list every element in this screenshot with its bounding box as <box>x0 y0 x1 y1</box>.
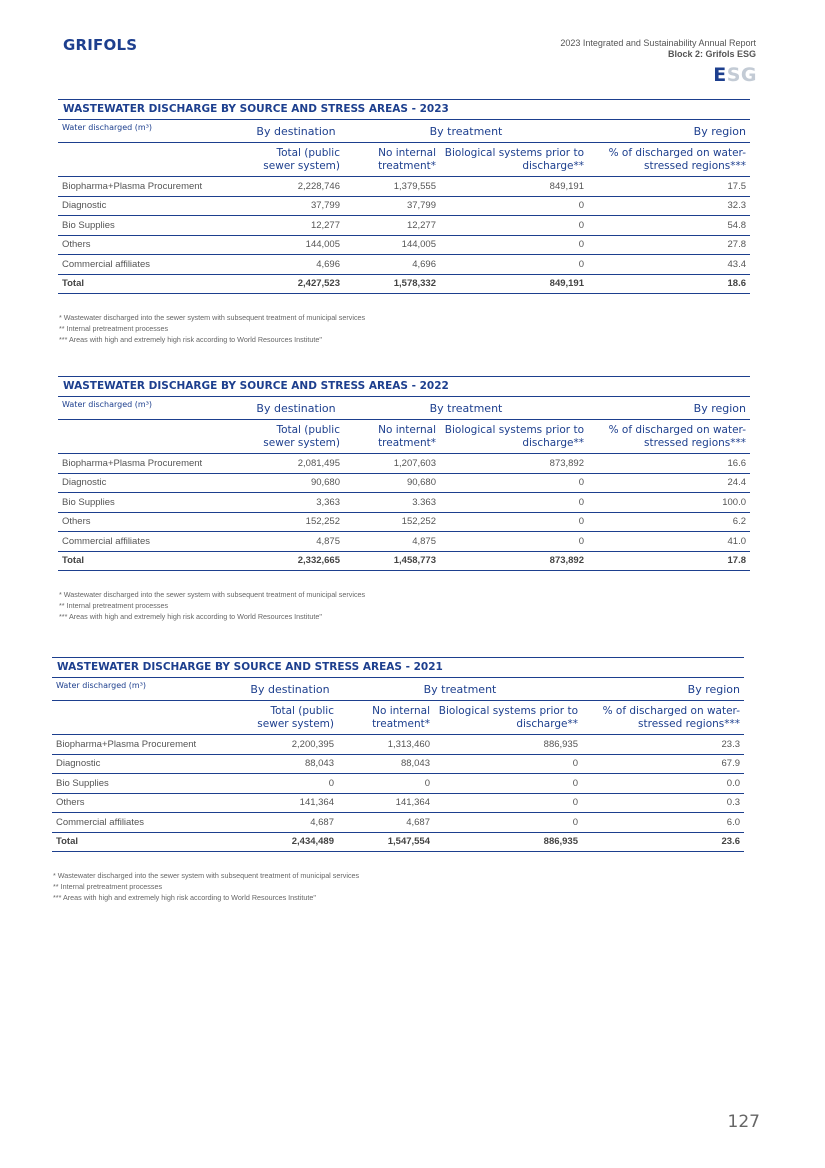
table-row <box>58 512 750 532</box>
table-cell: 3.363 <box>344 493 440 513</box>
table-cell: 0 <box>440 235 588 255</box>
esg-sg: SG <box>726 64 757 86</box>
data-table <box>52 677 744 852</box>
table-cell: 144,005 <box>248 235 344 255</box>
table-cell: 152,252 <box>344 512 440 532</box>
column-header: % of discharged on water-stressed regions*** <box>588 420 750 454</box>
page-number: 127 <box>727 1112 760 1132</box>
table-row <box>58 493 750 513</box>
group-header-row <box>58 397 750 420</box>
table-cell: 6.2 <box>588 512 750 532</box>
row-label: Diagnostic <box>58 196 248 216</box>
table-cell: 141,364 <box>242 793 338 813</box>
table-cell: 4,875 <box>344 532 440 552</box>
total-label: Total <box>52 832 242 851</box>
footnotes <box>58 589 750 622</box>
table-cell: 2,081,495 <box>248 454 344 474</box>
row-label: Bio Supplies <box>58 493 248 513</box>
unit-label: Water discharged (m³) <box>58 397 248 420</box>
table-row <box>52 813 744 833</box>
row-label: Others <box>58 512 248 532</box>
table-cell: 23.3 <box>582 735 744 755</box>
table-cell: 1,207,603 <box>344 454 440 474</box>
table-row <box>58 235 750 255</box>
table-row <box>52 793 744 813</box>
table-row <box>52 754 744 774</box>
table-row <box>58 473 750 493</box>
column-header: No internal treatment* <box>344 143 440 177</box>
column-header: No internal treatment* <box>338 701 434 735</box>
column-header: Biological systems prior to discharge** <box>440 420 588 454</box>
table-cell: 873,892 <box>440 454 588 474</box>
footnote: ** Internal pretreatment processes <box>59 600 169 610</box>
group-header-region: By region <box>582 678 744 701</box>
total-cell: 2,427,523 <box>248 274 344 293</box>
table-cell: 0 <box>440 532 588 552</box>
column-header: % of discharged on water-stressed regions*** <box>588 143 750 177</box>
total-cell: 1,578,332 <box>344 274 440 293</box>
footnote: *** Areas with high and extremely high risk according to World Resources Institute" <box>53 892 316 902</box>
row-label: Biopharma+Plasma Procurement <box>58 454 248 474</box>
table-cell: 0 <box>434 754 582 774</box>
group-header-destination: By destination <box>248 120 344 143</box>
table-row <box>52 735 744 755</box>
table-cell: 24.4 <box>588 473 750 493</box>
table-cell: 4,696 <box>248 255 344 275</box>
table-section-2022 <box>58 376 750 622</box>
table-cell: 0 <box>440 255 588 275</box>
total-cell: 17.8 <box>588 551 750 570</box>
group-header-region: By region <box>588 397 750 420</box>
total-cell: 18.6 <box>588 274 750 293</box>
table-row <box>58 216 750 236</box>
footnote: ** Internal pretreatment processes <box>59 323 169 333</box>
footnote: *** Areas with high and extremely high risk according to World Resources Institute" <box>59 611 322 621</box>
total-label: Total <box>58 274 248 293</box>
total-cell: 873,892 <box>440 551 588 570</box>
column-header: Total (public sewer system) <box>242 701 338 735</box>
table-cell: 0 <box>338 774 434 794</box>
column-header: Total (public sewer system) <box>248 143 344 177</box>
row-label: Commercial affiliates <box>58 532 248 552</box>
table-row <box>58 177 750 197</box>
column-header-blank <box>58 143 248 177</box>
data-table <box>58 119 750 294</box>
table-section-2021 <box>52 657 744 903</box>
row-label: Diagnostic <box>52 754 242 774</box>
column-header: Biological systems prior to discharge** <box>440 143 588 177</box>
table-cell: 0 <box>440 473 588 493</box>
table-cell: 37,799 <box>344 196 440 216</box>
footnote: *** Areas with high and extremely high risk according to World Resources Institute" <box>59 334 322 344</box>
table-cell: 0 <box>434 793 582 813</box>
table-cell: 16.6 <box>588 454 750 474</box>
table-cell: 849,191 <box>440 177 588 197</box>
column-header: % of discharged on water-stressed regions*** <box>582 701 744 735</box>
table-cell: 0 <box>440 493 588 513</box>
table-cell: 0 <box>242 774 338 794</box>
unit-label: Water discharged (m³) <box>52 678 242 701</box>
table-cell: 12,277 <box>344 216 440 236</box>
grifols-logo: GRIFOLS <box>63 36 138 54</box>
table-cell: 67.9 <box>582 754 744 774</box>
table-cell: 17.5 <box>588 177 750 197</box>
total-row <box>58 274 750 293</box>
table-cell: 141,364 <box>338 793 434 813</box>
table-title: WASTEWATER DISCHARGE BY SOURCE AND STRESS AREAS - 2022 <box>58 376 750 396</box>
row-label: Others <box>58 235 248 255</box>
column-header-row <box>52 701 744 735</box>
table-row <box>58 454 750 474</box>
row-label: Bio Supplies <box>52 774 242 794</box>
row-label: Biopharma+Plasma Procurement <box>52 735 242 755</box>
column-header: Total (public sewer system) <box>248 420 344 454</box>
column-header-row <box>58 143 750 177</box>
table-cell: 32.3 <box>588 196 750 216</box>
footnote: * Wastewater discharged into the sewer system with subsequent treatment of municipal services <box>53 870 360 880</box>
table-cell: 41.0 <box>588 532 750 552</box>
total-row <box>58 551 750 570</box>
table-cell: 4,875 <box>248 532 344 552</box>
table-cell: 2,200,395 <box>242 735 338 755</box>
column-header: Biological systems prior to discharge** <box>434 701 582 735</box>
table-cell: 144,005 <box>344 235 440 255</box>
table-cell: 886,935 <box>434 735 582 755</box>
total-cell: 849,191 <box>440 274 588 293</box>
table-cell: 1,313,460 <box>338 735 434 755</box>
table-cell: 4,687 <box>338 813 434 833</box>
table-cell: 152,252 <box>248 512 344 532</box>
row-label: Biopharma+Plasma Procurement <box>58 177 248 197</box>
total-cell: 1,458,773 <box>344 551 440 570</box>
group-header-destination: By destination <box>248 397 344 420</box>
table-cell: 6.0 <box>582 813 744 833</box>
table-cell: 37,799 <box>248 196 344 216</box>
table-cell: 0 <box>434 813 582 833</box>
column-header-blank <box>52 701 242 735</box>
footnotes <box>58 312 750 345</box>
row-label: Others <box>52 793 242 813</box>
row-label: Bio Supplies <box>58 216 248 236</box>
table-cell: 2,228,746 <box>248 177 344 197</box>
group-header-treatment: By treatment <box>344 120 588 143</box>
group-header-treatment: By treatment <box>344 397 588 420</box>
column-header-blank <box>58 420 248 454</box>
table-cell: 88,043 <box>338 754 434 774</box>
total-label: Total <box>58 551 248 570</box>
table-cell: 4,696 <box>344 255 440 275</box>
esg-e: E <box>713 64 727 86</box>
table-row <box>52 774 744 794</box>
footnote: ** Internal pretreatment processes <box>53 881 163 891</box>
row-label: Diagnostic <box>58 473 248 493</box>
unit-label: Water discharged (m³) <box>58 120 248 143</box>
group-header-row <box>58 120 750 143</box>
table-cell: 0 <box>440 216 588 236</box>
total-cell: 886,935 <box>434 832 582 851</box>
group-header-region: By region <box>588 120 750 143</box>
table-title: WASTEWATER DISCHARGE BY SOURCE AND STRESS AREAS - 2023 <box>58 99 750 119</box>
total-row <box>52 832 744 851</box>
table-cell: 0 <box>440 196 588 216</box>
total-cell: 23.6 <box>582 832 744 851</box>
table-title: WASTEWATER DISCHARGE BY SOURCE AND STRESS AREAS - 2021 <box>52 657 744 677</box>
column-header: No internal treatment* <box>344 420 440 454</box>
table-row <box>58 255 750 275</box>
table-cell: 4,687 <box>242 813 338 833</box>
group-header-treatment: By treatment <box>338 678 582 701</box>
table-cell: 100.0 <box>588 493 750 513</box>
table-cell: 12,277 <box>248 216 344 236</box>
total-cell: 1,547,554 <box>338 832 434 851</box>
row-label: Commercial affiliates <box>58 255 248 275</box>
group-header-row <box>52 678 744 701</box>
total-cell: 2,434,489 <box>242 832 338 851</box>
footnote: * Wastewater discharged into the sewer system with subsequent treatment of municipal services <box>59 312 366 322</box>
block-label: Block 2: Grifols ESG <box>667 49 756 59</box>
table-cell: 3,363 <box>248 493 344 513</box>
table-cell: 1,379,555 <box>344 177 440 197</box>
report-header <box>560 38 756 60</box>
data-table <box>58 396 750 571</box>
table-cell: 88,043 <box>242 754 338 774</box>
footnote: * Wastewater discharged into the sewer system with subsequent treatment of municipal services <box>59 589 366 599</box>
table-cell: 0.0 <box>582 774 744 794</box>
table-row <box>58 196 750 216</box>
table-cell: 90,680 <box>344 473 440 493</box>
column-header-row <box>58 420 750 454</box>
table-cell: 27.8 <box>588 235 750 255</box>
report-title: 2023 Integrated and Sustainability Annual Report <box>560 38 756 48</box>
table-cell: 54.8 <box>588 216 750 236</box>
table-cell: 90,680 <box>248 473 344 493</box>
group-header-destination: By destination <box>242 678 338 701</box>
table-row <box>58 532 750 552</box>
row-label: Commercial affiliates <box>52 813 242 833</box>
total-cell: 2,332,665 <box>248 551 344 570</box>
table-cell: 43.4 <box>588 255 750 275</box>
table-cell: 0 <box>440 512 588 532</box>
table-cell: 0 <box>434 774 582 794</box>
esg-mark <box>713 64 757 86</box>
table-cell: 0.3 <box>582 793 744 813</box>
footnotes <box>52 870 744 903</box>
table-section-2023 <box>58 99 750 345</box>
